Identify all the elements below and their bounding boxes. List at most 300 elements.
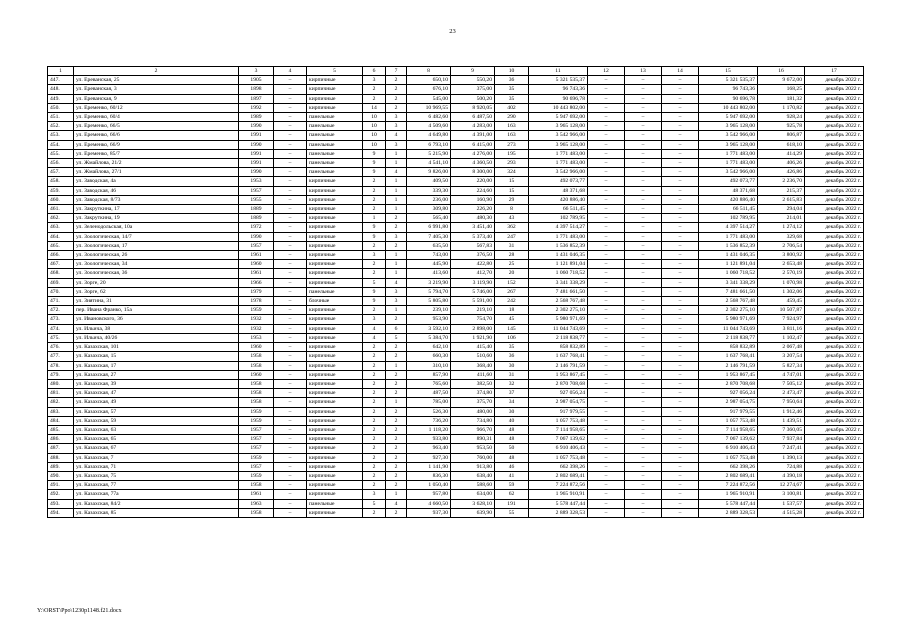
table-cell-col-15: 858 832,89 [699, 343, 758, 352]
table-cell-col-12: – [588, 149, 625, 158]
table-cell-col-13: – [625, 103, 662, 112]
table-cell-col-13: – [625, 85, 662, 94]
column-header-13: 13 [625, 67, 662, 76]
table-cell-col-16: 7 937,84 [758, 435, 805, 444]
table-cell-col-11: 7 224 872,56 [529, 481, 588, 490]
table-row [48, 324, 864, 333]
table-cell-col-11: 11 044 743,69 [529, 324, 588, 333]
table-cell-col-4: – [274, 241, 307, 250]
footer-file-path: Y:\ORST\Ppo\1230p1148.f21.docx [37, 608, 122, 614]
table-cell-col-2: ул. Закруткина, 17 [74, 205, 239, 214]
table-cell-col-11: 3 542 966,00 [529, 131, 588, 140]
column-header-17: 17 [805, 67, 864, 76]
table-cell-col-7: 3 [386, 232, 407, 241]
table-cell-col-15: 1 057 753,48 [699, 453, 758, 462]
table-cell-col-12: – [588, 85, 625, 94]
table-cell-col-17: декабрь 2022 г. [805, 85, 864, 94]
table-cell-col-13: – [625, 297, 662, 306]
table-cell-col-13: – [625, 223, 662, 232]
table-cell-col-3: 1957 [239, 425, 274, 434]
table-cell-col-7: 2 [386, 94, 407, 103]
table-row [48, 389, 864, 398]
table-cell-col-3: 1897 [239, 94, 274, 103]
column-header-2: 2 [74, 67, 239, 76]
table-cell-col-4: – [274, 177, 307, 186]
table-row [48, 352, 864, 361]
table-cell-col-11: 1 057 753,48 [529, 416, 588, 425]
table-cell-col-12: – [588, 481, 625, 490]
table-cell-col-2: ул. Казахская, 85 [74, 508, 239, 517]
table-cell-col-8: 785,00 [407, 398, 451, 407]
table-cell-col-2: ул. Казахская, 77а [74, 490, 239, 499]
table-cell-col-5: кирпичные [307, 195, 363, 204]
table-cell-col-8: 963,40 [407, 444, 451, 453]
table-cell-col-14: – [662, 131, 699, 140]
table-cell-col-11: 420 886,40 [529, 195, 588, 204]
table-cell-col-12: – [588, 398, 625, 407]
table-cell-col-4: – [274, 159, 307, 168]
table-cell-col-13: – [625, 94, 662, 103]
table-cell-col-13: – [625, 177, 662, 186]
table-cell-col-13: – [625, 214, 662, 223]
column-header-4: 4 [274, 67, 307, 76]
table-cell-col-2: ул. Зиятина, 31 [74, 297, 239, 306]
table-cell-col-10: 15 [495, 186, 529, 195]
table-cell-col-7: 2 [386, 508, 407, 517]
table-cell-col-12: – [588, 168, 625, 177]
table-row [48, 168, 864, 177]
table-cell-col-15: 3 542 966,00 [699, 168, 758, 177]
table-cell-col-14: – [662, 425, 699, 434]
table-cell-col-13: – [625, 416, 662, 425]
table-cell-col-10: 163 [495, 122, 529, 131]
table-cell-col-7: 2 [386, 444, 407, 453]
table-cell-col-2: ул. Казахская, 27 [74, 370, 239, 379]
table-cell-col-16: 3 100,81 [758, 490, 805, 499]
table-cell-col-3: 1960 [239, 343, 274, 352]
table-cell-col-13: – [625, 462, 662, 471]
table-cell-col-16: 618,10 [758, 140, 805, 149]
column-header-9: 9 [451, 67, 495, 76]
table-cell-col-13: – [625, 122, 662, 131]
table-cell-col-5: кирпичные [307, 444, 363, 453]
table-row [48, 361, 864, 370]
table-cell-col-9: 4 283,00 [451, 122, 495, 131]
table-row [48, 499, 864, 508]
table-cell-col-7: 2 [386, 481, 407, 490]
column-header-8: 8 [407, 67, 451, 76]
table-cell-col-7: 2 [386, 76, 407, 85]
table-cell-col-1: 453. [48, 131, 74, 140]
table-row [48, 103, 864, 112]
table-cell-col-3: 1959 [239, 306, 274, 315]
table-cell-col-3: 1991 [239, 149, 274, 158]
table-cell-col-13: – [625, 324, 662, 333]
table-cell-col-17: декабрь 2022 г. [805, 462, 864, 471]
table-cell-col-9: 639,90 [451, 508, 495, 517]
table-cell-col-11: 5 947 692,00 [529, 113, 588, 122]
table-cell-col-9: 5 746,00 [451, 287, 495, 296]
table-cell-col-4: – [274, 94, 307, 103]
table-cell-col-12: – [588, 343, 625, 352]
table-cell-col-2: ул. Казахская, 101 [74, 343, 239, 352]
table-cell-col-5: кирпичные [307, 232, 363, 241]
table-cell-col-6: 5 [363, 499, 386, 508]
table-cell-col-17: декабрь 2022 г. [805, 361, 864, 370]
table-cell-col-8: 3 592,10 [407, 324, 451, 333]
table-cell-col-17: декабрь 2022 г. [805, 186, 864, 195]
table-cell-col-13: – [625, 260, 662, 269]
table-cell-col-4: – [274, 168, 307, 177]
table-cell-col-3: 1961 [239, 490, 274, 499]
table-cell-col-15: 2 568 767,48 [699, 297, 758, 306]
table-cell-col-8: 5 215,90 [407, 149, 451, 158]
table-cell-col-12: – [588, 205, 625, 214]
table-cell-col-1: 485. [48, 425, 74, 434]
table-cell-col-12: – [588, 370, 625, 379]
table-cell-col-3: 1957 [239, 186, 274, 195]
table-cell-col-7: 2 [386, 352, 407, 361]
table-cell-col-7: 2 [386, 471, 407, 480]
table-row [48, 76, 864, 85]
table-cell-col-6: 2 [363, 269, 386, 278]
table-cell-col-7: 2 [386, 315, 407, 324]
table-cell-col-16: 12 274,67 [758, 481, 805, 490]
table-row [48, 149, 864, 158]
table-row [48, 315, 864, 324]
table-cell-col-10: 273 [495, 140, 529, 149]
table-cell-col-4: – [274, 260, 307, 269]
table-cell-col-7: 1 [386, 260, 407, 269]
table-cell-col-4: – [274, 195, 307, 204]
table-cell-col-11: 2 802 689,41 [529, 471, 588, 480]
table-cell-col-8: 236,00 [407, 195, 451, 204]
table-cell-col-2: ул. Зорге, 20 [74, 278, 239, 287]
table-cell-col-2: ул. Ильича, 38 [74, 324, 239, 333]
table-cell-col-15: 1 121 891,04 [699, 260, 758, 269]
table-cell-col-1: 480. [48, 379, 74, 388]
table-cell-col-10: 290 [495, 113, 529, 122]
table-cell-col-15: 5 947 692,00 [699, 113, 758, 122]
table-cell-col-4: – [274, 149, 307, 158]
table-cell-col-2: ул. Зорге, 62 [74, 287, 239, 296]
table-cell-col-1: 472. [48, 306, 74, 315]
table-cell-col-11: 1 965 910,91 [529, 490, 588, 499]
table-cell-col-1: 482. [48, 398, 74, 407]
table-cell-col-5: кирпичные [307, 425, 363, 434]
table-cell-col-14: – [662, 508, 699, 517]
table-cell-col-6: 3 [363, 251, 386, 260]
column-header-10: 10 [495, 67, 529, 76]
table-cell-col-8: 526,30 [407, 407, 451, 416]
table-cell-col-6: 9 [363, 223, 386, 232]
table-cell-col-5: панельные [307, 140, 363, 149]
table-cell-col-15: 5 578 447,44 [699, 499, 758, 508]
table-cell-col-10: 35 [495, 343, 529, 352]
table-cell-col-11: 48 371,68 [529, 186, 588, 195]
table-cell-col-13: – [625, 361, 662, 370]
table-cell-col-7: 3 [386, 140, 407, 149]
table-cell-col-16: 10 507,87 [758, 306, 805, 315]
table-cell-col-8: 309,80 [407, 205, 451, 214]
table-cell-col-5: кирпичные [307, 333, 363, 342]
table-cell-col-13: – [625, 343, 662, 352]
table-cell-col-16: 2 067,48 [758, 343, 805, 352]
table-cell-col-1: 483. [48, 407, 74, 416]
table-cell-col-6: 10 [363, 113, 386, 122]
table-cell-col-7: 5 [386, 333, 407, 342]
table-cell-col-16: 2 236,70 [758, 177, 805, 186]
table-cell-col-10: 145 [495, 324, 529, 333]
table-cell-col-13: – [625, 76, 662, 85]
table-cell-col-2: ул. Казахская, 63 [74, 425, 239, 434]
table-cell-col-5: кирпичные [307, 361, 363, 370]
table-cell-col-12: – [588, 260, 625, 269]
table-cell-col-3: 1959 [239, 416, 274, 425]
table-cell-col-14: – [662, 333, 699, 342]
table-cell-col-12: – [588, 278, 625, 287]
table-cell-col-16: 7 505,12 [758, 379, 805, 388]
table-cell-col-3: 1957 [239, 241, 274, 250]
table-cell-col-14: – [662, 435, 699, 444]
table-cell-col-3: 1960 [239, 370, 274, 379]
table-cell-col-14: – [662, 324, 699, 333]
table-cell-col-10: 46 [495, 462, 529, 471]
table-cell-col-3: 1905 [239, 76, 274, 85]
table-cell-col-8: 6 793,10 [407, 140, 451, 149]
table-cell-col-16: 2 615,83 [758, 195, 805, 204]
table-cell-col-16: 459,45 [758, 297, 805, 306]
table-cell-col-8: 10 969,55 [407, 103, 451, 112]
table-cell-col-4: – [274, 251, 307, 260]
table-cell-col-15: 3 965 128,00 [699, 140, 758, 149]
table-cell-col-16: 426,86 [758, 168, 805, 177]
table-cell-col-14: – [662, 113, 699, 122]
table-cell-col-3: 1991 [239, 131, 274, 140]
table-cell-col-1: 493. [48, 499, 74, 508]
table-cell-col-4: – [274, 122, 307, 131]
table-cell-col-16: 3 811,16 [758, 324, 805, 333]
table-cell-col-13: – [625, 471, 662, 480]
table-cell-col-13: – [625, 278, 662, 287]
table-cell-col-2: ул. Зоологическая, 17 [74, 241, 239, 250]
table-cell-col-14: – [662, 361, 699, 370]
table-cell-col-5: кирпичные [307, 94, 363, 103]
table-cell-col-4: – [274, 398, 307, 407]
table-cell-col-8: 6 991,80 [407, 223, 451, 232]
table-row [48, 223, 864, 232]
table-cell-col-5: кирпичные [307, 177, 363, 186]
table-cell-col-17: декабрь 2022 г. [805, 379, 864, 388]
table-cell-col-12: – [588, 122, 625, 131]
table-cell-col-2: ул. Казахская, 65 [74, 435, 239, 444]
table-cell-col-11: 66 511,45 [529, 205, 588, 214]
table-cell-col-9: 890,31 [451, 435, 495, 444]
table-cell-col-14: – [662, 278, 699, 287]
table-cell-col-5: кирпичные [307, 407, 363, 416]
table-cell-col-5: кирпичные [307, 76, 363, 85]
table-cell-col-10: 32 [495, 379, 529, 388]
table-cell-col-10: 30 [495, 361, 529, 370]
table-cell-col-17: декабрь 2022 г. [805, 297, 864, 306]
table-cell-col-6: 2 [363, 444, 386, 453]
table-cell-col-1: 478. [48, 361, 74, 370]
table-cell-col-13: – [625, 444, 662, 453]
table-cell-col-11: 3 542 966,00 [529, 168, 588, 177]
table-cell-col-13: – [625, 398, 662, 407]
table-cell-col-16: 1 274,12 [758, 223, 805, 232]
table-cell-col-15: 3 965 128,00 [699, 122, 758, 131]
table-cell-col-17: декабрь 2022 г. [805, 333, 864, 342]
table-cell-col-9: 6 415,00 [451, 140, 495, 149]
table-cell-col-1: 456. [48, 159, 74, 168]
table-cell-col-4: – [274, 435, 307, 444]
table-cell-col-7: 1 [386, 186, 407, 195]
table-cell-col-6: 2 [363, 398, 386, 407]
table-cell-col-12: – [588, 195, 625, 204]
table-cell-col-13: – [625, 205, 662, 214]
table-cell-col-15: 5 321 535,37 [699, 76, 758, 85]
table-cell-col-14: – [662, 195, 699, 204]
table-cell-col-11: 90 696,78 [529, 94, 588, 103]
table-cell-col-11: 1 431 046,35 [529, 251, 588, 260]
table-row [48, 94, 864, 103]
table-cell-col-17: декабрь 2022 г. [805, 94, 864, 103]
table-cell-col-13: – [625, 140, 662, 149]
table-cell-col-9: 374,80 [451, 389, 495, 398]
table-cell-col-4: – [274, 407, 307, 416]
table-row [48, 177, 864, 186]
table-row [48, 131, 864, 140]
table-cell-col-15: 96 743,36 [699, 85, 758, 94]
table-cell-col-1: 459. [48, 186, 74, 195]
table-cell-col-15: 1 965 910,91 [699, 490, 758, 499]
table-cell-col-2: ул. Еременко, 66/6 [74, 131, 239, 140]
table-cell-col-16: 4 515,28 [758, 508, 805, 517]
table-cell-col-15: 1 637 768,41 [699, 352, 758, 361]
table-cell-col-15: 7 224 872,56 [699, 481, 758, 490]
table-cell-col-6: 2 [363, 471, 386, 480]
table-cell-col-5: кирпичные [307, 343, 363, 352]
table-cell-col-6: 2 [363, 435, 386, 444]
table-row [48, 425, 864, 434]
table-row [48, 232, 864, 241]
table-cell-col-7: 2 [386, 343, 407, 352]
table-cell-col-6: 2 [363, 508, 386, 517]
table-cell-col-2: ул. Казахская, 49 [74, 398, 239, 407]
table-cell-col-14: – [662, 416, 699, 425]
table-cell-col-16: 3 207,54 [758, 352, 805, 361]
table-cell-col-15: 1 536 852,39 [699, 241, 758, 250]
table-cell-col-4: – [274, 453, 307, 462]
table-cell-col-8: 650,10 [407, 76, 451, 85]
table-cell-col-10: 36 [495, 352, 529, 361]
table-cell-col-14: – [662, 85, 699, 94]
table-cell-col-9: 953,50 [451, 444, 495, 453]
table-row [48, 260, 864, 269]
table-cell-col-5: кирпичные [307, 462, 363, 471]
table-cell-col-14: – [662, 444, 699, 453]
column-header-7: 7 [386, 67, 407, 76]
table-cell-col-17: декабрь 2022 г. [805, 453, 864, 462]
table-cell-col-17: декабрь 2022 г. [805, 324, 864, 333]
table-cell-col-9: 634,00 [451, 490, 495, 499]
table-cell-col-10: 29 [495, 195, 529, 204]
table-cell-col-5: кирпичные [307, 223, 363, 232]
table-cell-col-14: – [662, 306, 699, 315]
table-cell-col-5: панельные [307, 287, 363, 296]
table-row [48, 269, 864, 278]
table-cell-col-17: декабрь 2022 г. [805, 269, 864, 278]
table-cell-col-14: – [662, 251, 699, 260]
table-cell-col-10: 50 [495, 444, 529, 453]
table-cell-col-10: 106 [495, 333, 529, 342]
table-cell-col-13: – [625, 186, 662, 195]
table-cell-col-1: 450. [48, 103, 74, 112]
table-cell-col-6: 9 [363, 232, 386, 241]
table-cell-col-16: 168,25 [758, 85, 805, 94]
table-cell-col-4: – [274, 462, 307, 471]
table-cell-col-3: 1959 [239, 453, 274, 462]
table-cell-col-15: 2 987 054,75 [699, 398, 758, 407]
table-cell-col-9: 734,80 [451, 416, 495, 425]
table-cell-col-12: – [588, 315, 625, 324]
table-cell-col-9: 480,00 [451, 407, 495, 416]
table-row [48, 287, 864, 296]
table-cell-col-11: 96 743,36 [529, 85, 588, 94]
table-cell-col-2: пер. Ивана Франко, 15а [74, 306, 239, 315]
table-cell-col-16: 806,87 [758, 131, 805, 140]
table-cell-col-7: 2 [386, 453, 407, 462]
table-cell-col-9: 4 360,50 [451, 159, 495, 168]
table-cell-col-4: – [274, 389, 307, 398]
table-cell-col-5: панельные [307, 122, 363, 131]
table-cell-col-11: 5 980 971,69 [529, 315, 588, 324]
table-cell-col-2: ул. Казахская, 57 [74, 407, 239, 416]
table-cell-col-10: 15 [495, 177, 529, 186]
table-cell-col-11: 1 771 483,00 [529, 232, 588, 241]
table-cell-col-3: 1966 [239, 278, 274, 287]
table-cell-col-11: 4 397 514,27 [529, 223, 588, 232]
table-cell-col-9: 422,80 [451, 260, 495, 269]
table-cell-col-1: 455. [48, 149, 74, 158]
table-cell-col-14: – [662, 168, 699, 177]
table-cell-col-3: 1958 [239, 398, 274, 407]
table-cell-col-10: 25 [495, 260, 529, 269]
table-cell-col-10: 41 [495, 471, 529, 480]
table-cell-col-13: – [625, 131, 662, 140]
table-cell-col-5: кирпичные [307, 278, 363, 287]
table-cell-col-14: – [662, 481, 699, 490]
table-row [48, 398, 864, 407]
table-cell-col-8: 5 805,80 [407, 297, 451, 306]
table-cell-col-17: декабрь 2022 г. [805, 122, 864, 131]
table-cell-col-11: 3 965 128,00 [529, 122, 588, 131]
table-cell-col-8: 953,90 [407, 315, 451, 324]
table-cell-col-7: 2 [386, 223, 407, 232]
table-cell-col-16: 329,68 [758, 232, 805, 241]
table-cell-col-7: 2 [386, 379, 407, 388]
table-cell-col-2: ул. Жмайлова, 27/1 [74, 168, 239, 177]
table-cell-col-15: 1 431 046,35 [699, 251, 758, 260]
table-cell-col-10: 18 [495, 306, 529, 315]
table-cell-col-6: 2 [363, 453, 386, 462]
table-cell-col-6: 4 [363, 324, 386, 333]
table-cell-col-2: ул. Казахская, 15 [74, 352, 239, 361]
table-cell-col-8: 4 660,50 [407, 499, 451, 508]
table-cell-col-3: 1991 [239, 159, 274, 168]
table-cell-col-12: – [588, 297, 625, 306]
